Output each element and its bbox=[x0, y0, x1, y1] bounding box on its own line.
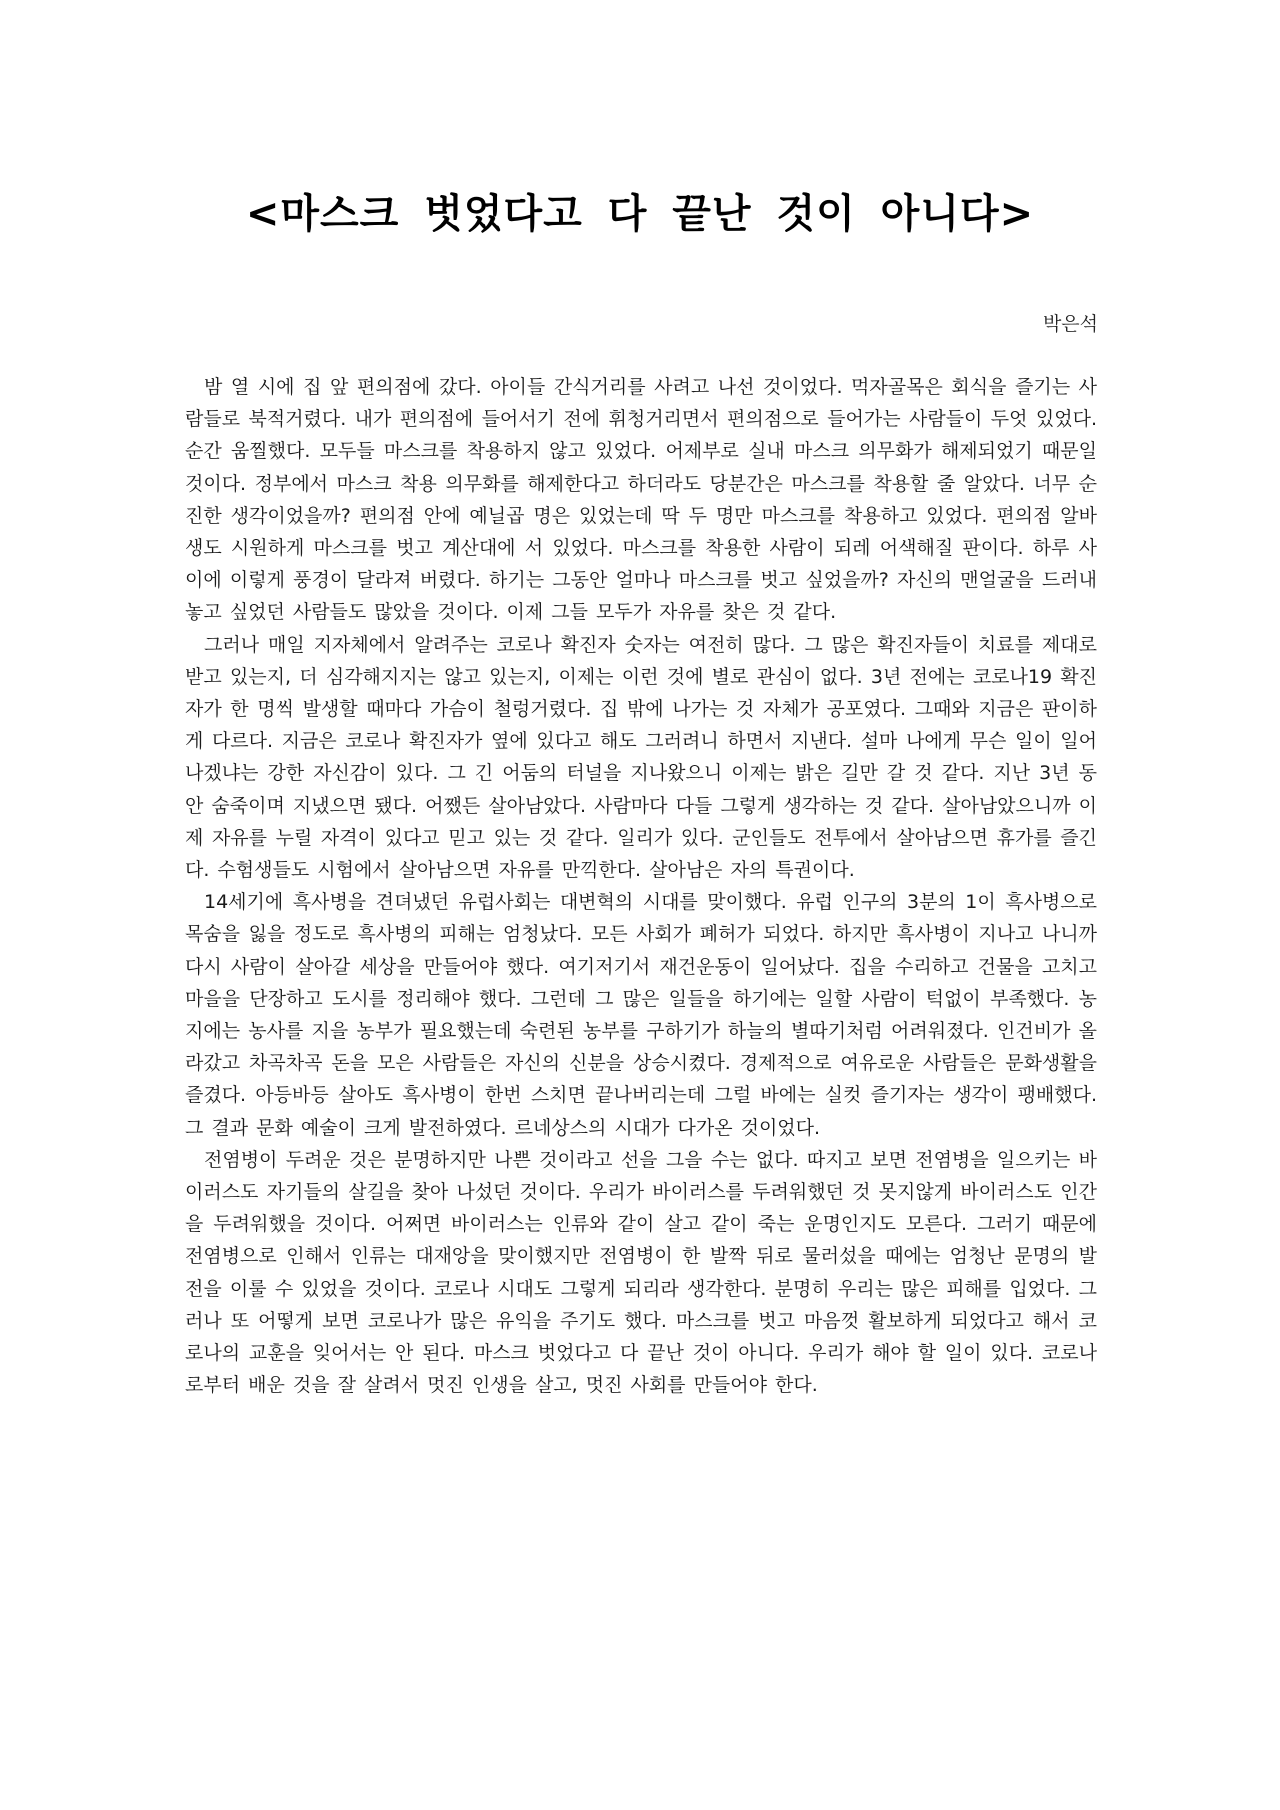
document-title: <마스크 벗었다고 다 끝난 것이 아니다> bbox=[245, 191, 1035, 237]
paragraph-2: 그러나 매일 지자체에서 알려주는 코로나 확진자 숫자는 여전히 많다. 그 많은 확진자들이 치료를 제대로 받고 있는지, 더 심각해지지는 않고 있는지, 이제는 이런 것에 별로 관심이 없다. 3년 전에는 코로나19 확진자가 한 명씩 발생할 때마다 가슴이 철렁거렸다. 집 밖에 나가는 것 자체가 공포였다. 그때와 지금은 판이하게 다르다. 지금은 코로나 확진자가 옆에 있다고 해도 그러려니 하면서 지낸다. 설마 나에게 무슨 일이 일어나겠냐는 강한 자신감이 있다. 그 긴 어둠의 터널을 지나왔으니 이제는 밝은 길만 갈 것 같다. 지난 3년 동안 숨죽이며 지냈으면 됐다. 어쨌든 살아남았다. 사람마다 다들 그렇게 생각하는 것 같다. 살아남았으니까 이제 자유를 누릴 자격이 있다고 믿고 있는 것 같다. 일리가 있다. 군인들도 전투에서 살아남으면 휴가를 즐긴다. 수험생들도 시험에서 살아남으면 자유를 만끽한다. 살아남은 자의 특권이다. bbox=[185, 633, 1097, 882]
paragraph-1: 밤 열 시에 집 앞 편의점에 갔다. 아이들 간식거리를 사려고 나선 것이었다. 먹자골목은 회식을 즐기는 사람들로 북적거렸다. 내가 편의점에 들어서기 전에 휘청거리면서 편의점으로 들어가는 사람들이 두엇 있었다. 순간 움찔했다. 모두들 마스크를 착용하지 않고 있었다. 어제부로 실내 마스크 의무화가 해제되었기 때문일 것이다. 정부에서 마스크 착용 의무화를 해제한다고 하더라도 당분간은 마스크를 착용할 줄 알았다. 너무 순진한 생각이었을까? 편의점 안에 예닐곱 명은 있었는데 딱 두 명만 마스크를 착용하고 있었다. 편의점 알바생도 시원하게 마스크를 벗고 계산대에 서 있었다. 마스크를 착용한 사람이 되레 어색해질 판이다. 하루 사이에 이렇게 풍경이 달라져 버렸다. 하기는 그동안 얼마나 마스크를 벗고 싶었을까? 자신의 맨얼굴을 드러내놓고 싶었던 사람들도 많았을 것이다. 이제 그들 모두가 자유를 찾은 것 같다. bbox=[185, 376, 1097, 624]
paragraph-3: 14세기에 흑사병을 견뎌냈던 유럽사회는 대변혁의 시대를 맞이했다. 유럽 인구의 3분의 1이 흑사병으로 목숨을 잃을 정도로 흑사병의 피해는 엄청났다. 모든 사회가 폐허가 되었다. 하지만 흑사병이 지나고 나니까 다시 사람이 살아갈 세상을 만들어야 했다. 여기저기서 재건운동이 일어났다. 집을 수리하고 건물을 고치고 마을을 단장하고 도시를 정리해야 했다. 그런데 그 많은 일들을 하기에는 일할 사람이 턱없이 부족했다. 농지에는 농사를 지을 농부가 필요했는데 숙련된 농부를 구하기가 하늘의 별따기처럼 어려워졌다. 인건비가 올라갔고 차곡차곡 돈을 모은 사람들은 자신의 신분을 상승시켰다. 경제적으로 여유로운 사람들은 문화생활을 즐겼다. 아등바등 살아도 흑사병이 한번 스치면 끝나버리는데 그럴 바에는 실컷 즐기자는 생각이 팽배했다. 그 결과 문화 예술이 크게 발전하였다. 르네상스의 시대가 다가온 것이었다. bbox=[185, 891, 1097, 1139]
author-name: 박은석 bbox=[1042, 313, 1098, 335]
essay-body bbox=[185, 371, 1097, 1402]
paragraph-4: 전염병이 두려운 것은 분명하지만 나쁜 것이라고 선을 그을 수는 없다. 따지고 보면 전염병을 일으키는 바이러스도 자기들의 살길을 찾아 나섰던 것이다. 우리가 바이러스를 두려워했던 것 못지않게 바이러스도 인간을 두려워했을 것이다. 어쩌면 바이러스는 인류와 같이 살고 같이 죽는 운명인지도 모른다. 그러기 때문에 전염병으로 인해서 인류는 대재앙을 맞이했지만 전염병이 한 발짝 뒤로 물러섰을 때에는 엄청난 문명의 발전을 이룰 수 있었을 것이다. 코로나 시대도 그렇게 되리라 생각한다. 분명히 우리는 많은 피해를 입었다. 그러나 또 어떻게 보면 코로나가 많은 유익을 주기도 했다. 마스크를 벗고 마음껏 활보하게 되었다고 해서 코로나의 교훈을 잊어서는 안 된다. 마스크 벗었다고 다 끝난 것이 아니다. 우리가 해야 할 일이 있다. 코로나로부터 배운 것을 잘 살려서 멋진 인생을 살고, 멋진 사회를 만들어야 한다. bbox=[185, 1148, 1097, 1397]
